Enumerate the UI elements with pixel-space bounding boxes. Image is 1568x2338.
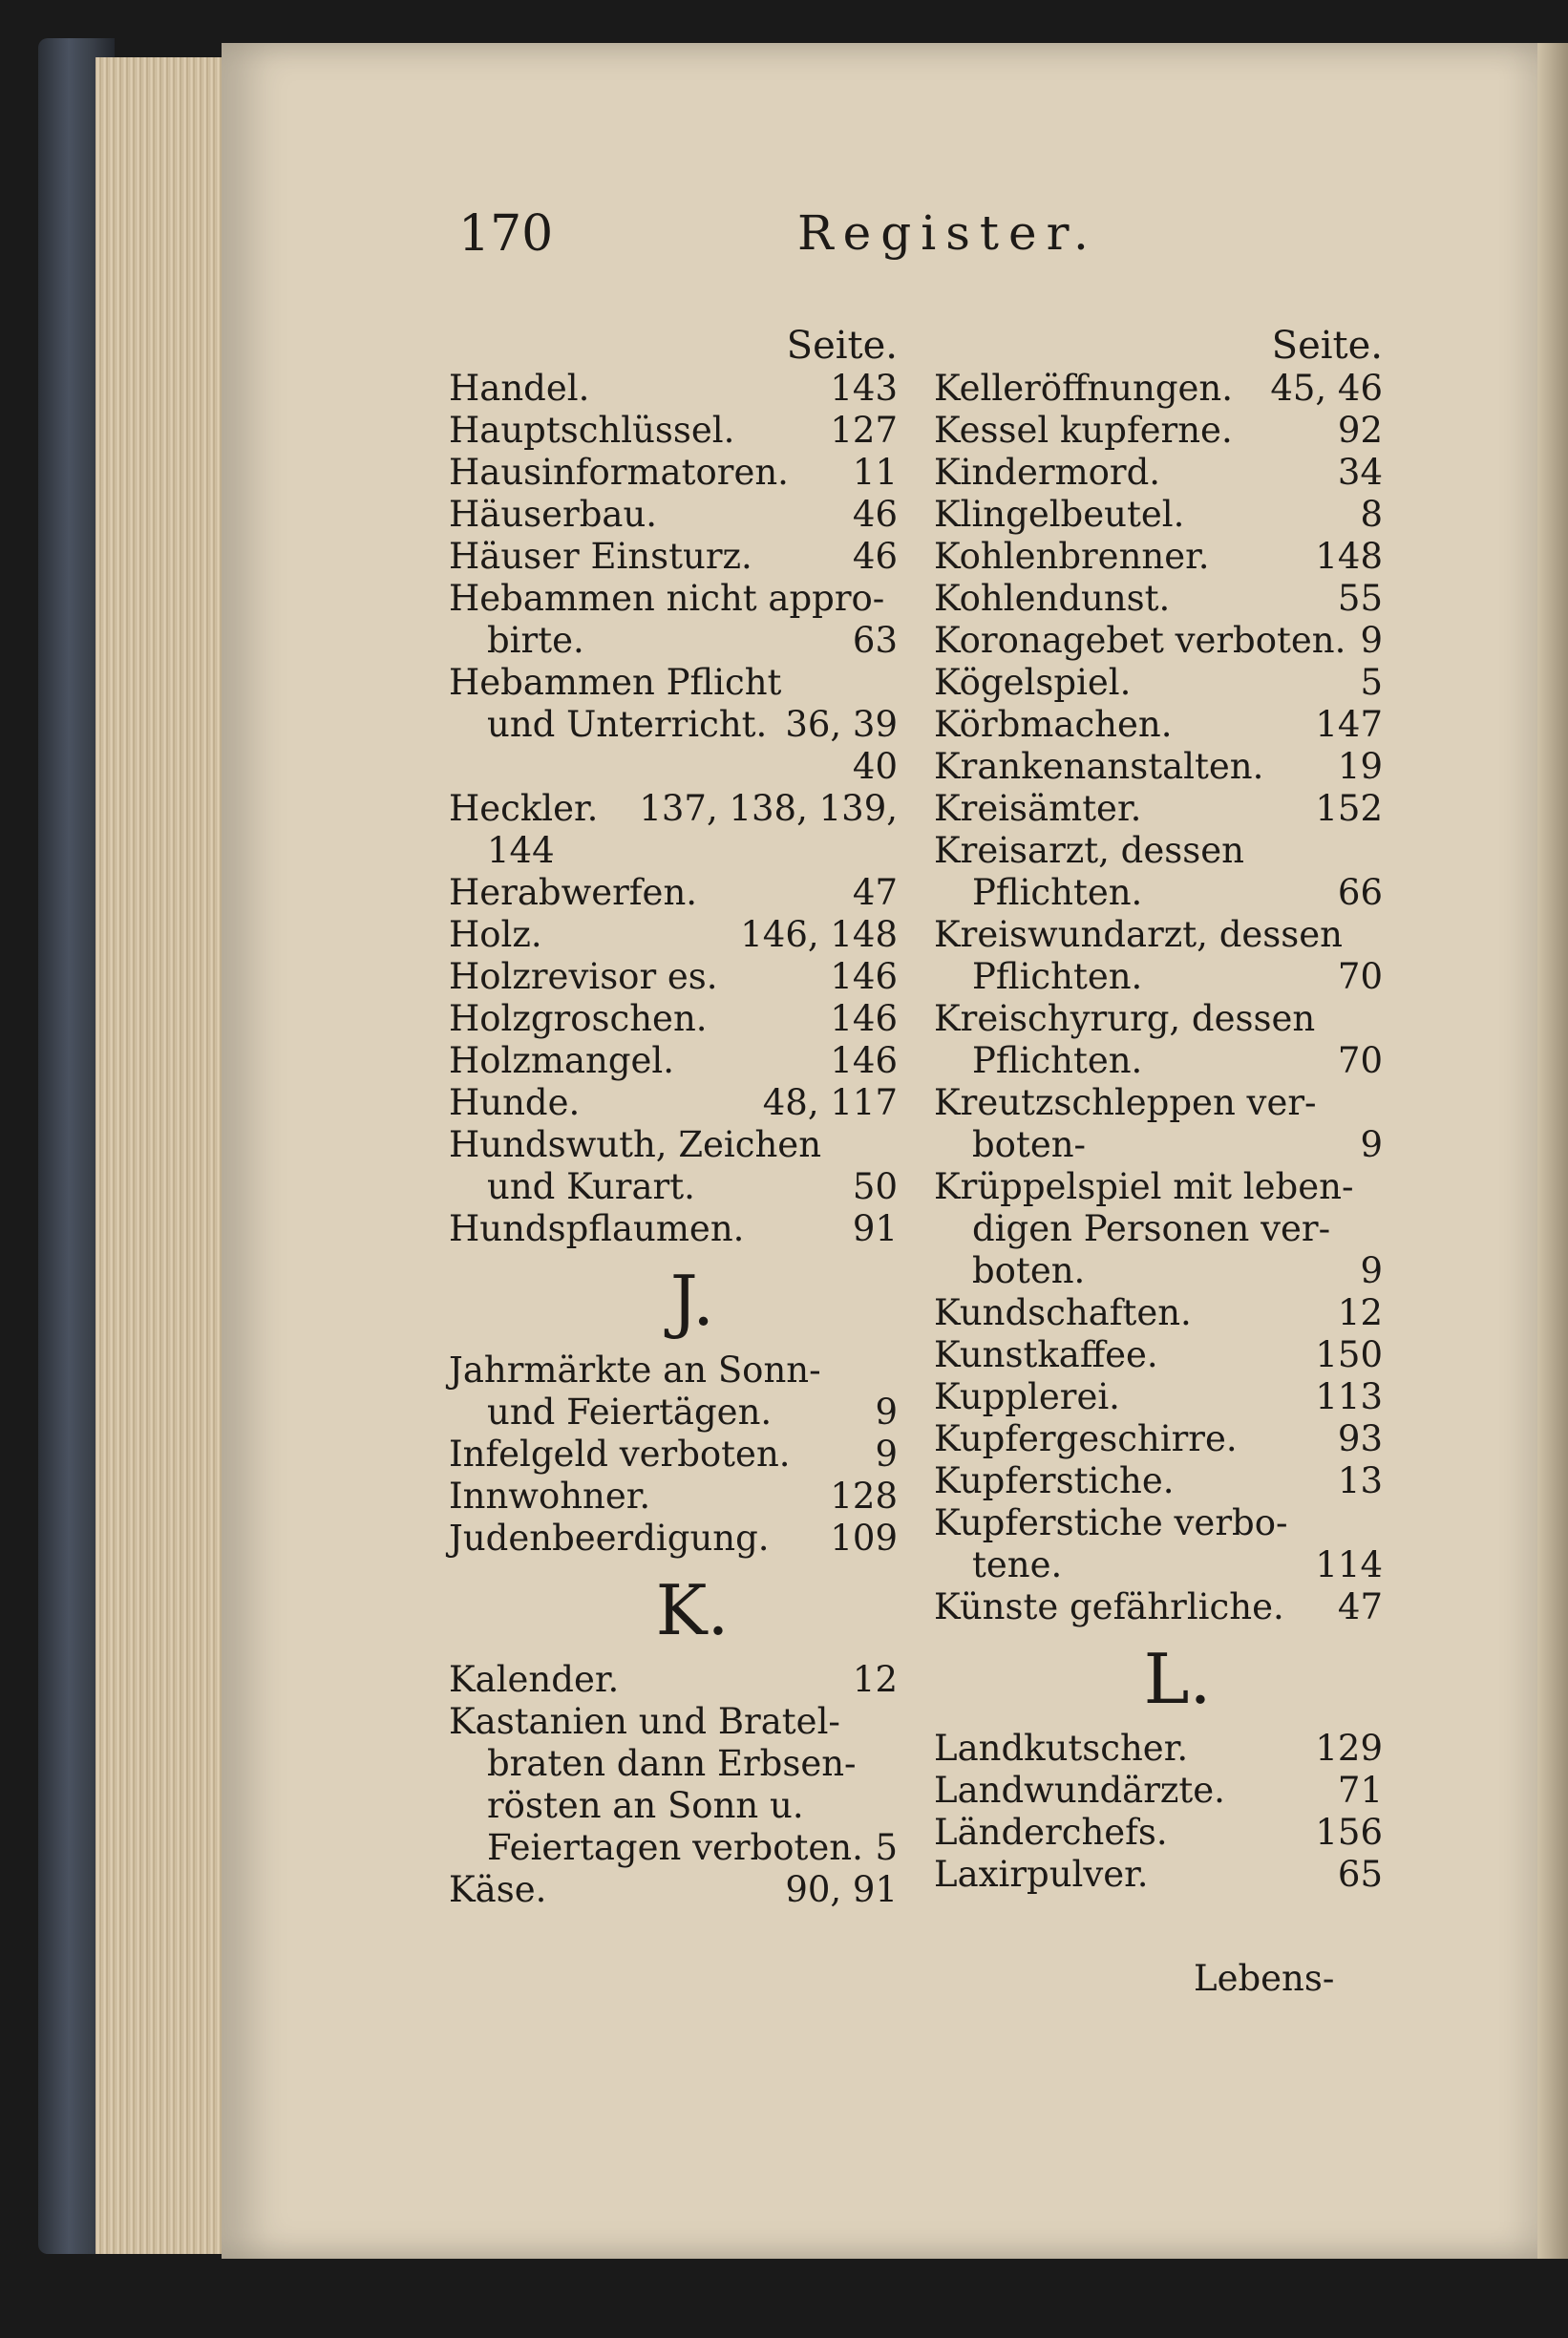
section-letter: L. — [1143, 1639, 1212, 1719]
entry-pages: 5 — [1360, 662, 1383, 703]
index-entry — [449, 578, 898, 620]
index-entry — [449, 704, 898, 746]
entry-pages: 34 — [1337, 452, 1383, 493]
entry-term: Judenbeerdigung. — [449, 1518, 770, 1559]
entry-pages: 146, 148 — [740, 914, 898, 955]
index-entry — [449, 830, 898, 872]
index-entry — [934, 914, 1383, 956]
index-entry — [934, 368, 1383, 410]
index-entry — [934, 536, 1383, 578]
entry-term: Pflichten. — [972, 1040, 1143, 1081]
index-entry — [449, 1434, 898, 1476]
index-entry — [449, 536, 898, 578]
entry-term: Hebammen Pflicht — [449, 662, 782, 703]
entry-pages: 9 — [875, 1392, 898, 1433]
index-entry — [934, 494, 1383, 536]
index-entry — [934, 1208, 1383, 1250]
entry-pages: 12 — [1337, 1292, 1383, 1333]
seite-label: Seite. — [786, 324, 898, 368]
entry-pages: 63 — [852, 620, 898, 661]
index-entry — [934, 1334, 1383, 1376]
index-entry — [934, 662, 1383, 704]
entry-term: Kupferstiche verbo- — [934, 1502, 1288, 1543]
entry-term: digen Personen ver- — [972, 1208, 1331, 1249]
index-entry — [449, 1785, 898, 1827]
entry-pages: 146 — [830, 956, 898, 997]
index-entry — [449, 368, 898, 410]
index-entry — [934, 1728, 1383, 1770]
index-entry — [934, 1418, 1383, 1460]
index-entry — [449, 914, 898, 956]
entry-pages: 50 — [852, 1166, 898, 1207]
index-entry — [449, 1827, 898, 1869]
entry-pages: 36, 39 — [785, 704, 898, 745]
entry-pages: 91 — [852, 1208, 898, 1249]
entry-term: Kupplerei. — [934, 1376, 1120, 1417]
entry-term: 144 — [487, 830, 555, 871]
entry-pages: 46 — [852, 494, 898, 535]
entry-term: Hunde. — [449, 1082, 581, 1123]
index-entry — [934, 1292, 1383, 1334]
entry-pages: 47 — [852, 872, 898, 913]
entry-pages: 66 — [1337, 872, 1383, 913]
entry-term: Käse. — [449, 1869, 547, 1910]
entry-term: Heckler. — [449, 788, 599, 829]
entry-term: boten. — [972, 1250, 1086, 1291]
entry-term: Infelgeld verboten. — [449, 1434, 791, 1475]
entry-term: Landwundärzte. — [934, 1770, 1225, 1811]
entry-term: tene. — [972, 1544, 1063, 1585]
index-entry — [449, 1659, 898, 1701]
entry-term: Hundswuth, Zeichen — [449, 1124, 822, 1165]
entry-pages: 9 — [1360, 1124, 1383, 1165]
entry-term: Holz. — [449, 914, 542, 955]
entry-term: Pflichten. — [972, 872, 1143, 913]
entry-pages: 114 — [1315, 1544, 1383, 1585]
entry-term: Herabwerfen. — [449, 872, 698, 913]
entry-term: Kundschaften. — [934, 1292, 1192, 1333]
index-entry — [449, 998, 898, 1040]
seite-label: Seite. — [1271, 324, 1383, 368]
left-index-column — [449, 325, 898, 1911]
index-entry — [449, 1124, 898, 1166]
entry-term: Kohlendunst. — [934, 578, 1171, 619]
entry-pages: 128 — [830, 1476, 898, 1517]
index-entry — [449, 494, 898, 536]
entry-term: Hauptschlüssel. — [449, 410, 735, 451]
entry-term: Hundspflaumen. — [449, 1208, 745, 1249]
entry-term: Kögelspiel. — [934, 662, 1132, 703]
index-entry — [934, 1250, 1383, 1292]
entry-term: Kindermord. — [934, 452, 1161, 493]
entry-pages: 13 — [1337, 1460, 1383, 1501]
entry-term: Laxirpulver. — [934, 1854, 1149, 1895]
page-title: Register. — [797, 205, 1098, 261]
entry-term: Holzmangel. — [449, 1040, 675, 1081]
index-entry — [449, 1350, 898, 1392]
entry-term: und Feiertägen. — [487, 1392, 773, 1433]
entry-pages: 5 — [875, 1827, 898, 1868]
section-letter: J. — [669, 1261, 715, 1341]
entry-pages: 9 — [1360, 620, 1383, 661]
index-entry — [934, 1376, 1383, 1418]
index-entry — [934, 1166, 1383, 1208]
entry-pages: 146 — [830, 998, 898, 1039]
index-entry — [449, 788, 898, 830]
entry-term: birte. — [487, 620, 584, 661]
index-entry — [934, 1544, 1383, 1586]
entry-pages: 46 — [852, 536, 898, 577]
entry-pages: 45, 46 — [1270, 368, 1383, 409]
entry-term: Kessel kupferne. — [934, 410, 1233, 451]
catchword: Lebens- — [1194, 1958, 1335, 1999]
index-entry — [934, 410, 1383, 452]
entry-pages: 150 — [1315, 1334, 1383, 1375]
index-entry — [934, 956, 1383, 998]
index-entry — [934, 746, 1383, 788]
index-entry — [449, 662, 898, 704]
entry-pages: 127 — [830, 410, 898, 451]
entry-term: Kupfergeschirre. — [934, 1418, 1238, 1459]
index-entry — [449, 1518, 898, 1560]
entry-term: Kreischyrurg, dessen — [934, 998, 1316, 1039]
entry-pages: 65 — [1337, 1854, 1383, 1895]
entry-pages: 156 — [1315, 1812, 1383, 1853]
index-entry — [934, 1124, 1383, 1166]
index-entry — [449, 746, 898, 788]
entry-pages: 109 — [830, 1518, 898, 1559]
entry-term: Holzrevisor es. — [449, 956, 718, 997]
entry-term: Körbmachen. — [934, 704, 1173, 745]
entry-term: Holzgroschen. — [449, 998, 708, 1039]
index-entry — [934, 452, 1383, 494]
page-number: 170 — [458, 205, 554, 263]
index-entry — [449, 1392, 898, 1434]
index-entry — [934, 578, 1383, 620]
index-entry — [934, 1082, 1383, 1124]
index-entry — [934, 1812, 1383, 1854]
entry-term: Kohlenbrenner. — [934, 536, 1210, 577]
index-entry — [449, 1082, 898, 1124]
entry-pages: 40 — [852, 746, 898, 787]
entry-term: Kelleröffnungen. — [934, 368, 1234, 409]
index-entry — [934, 872, 1383, 914]
index-entry — [934, 830, 1383, 872]
entry-term: Landkutscher. — [934, 1728, 1189, 1769]
entry-pages: 147 — [1315, 704, 1383, 745]
entry-term: Klingelbeutel. — [934, 494, 1185, 535]
index-entry — [934, 704, 1383, 746]
index-entry — [449, 1701, 898, 1743]
entry-pages: 113 — [1315, 1376, 1383, 1417]
entry-term: und Unterricht. — [487, 704, 768, 745]
entry-pages: 55 — [1337, 578, 1383, 619]
entry-pages: 11 — [852, 452, 898, 493]
index-entry — [934, 788, 1383, 830]
entry-term: Kastanien und Bratel- — [449, 1701, 840, 1742]
index-entry — [449, 410, 898, 452]
index-entry — [449, 1166, 898, 1208]
right-index-column — [934, 325, 1383, 1896]
entry-term: Kreisarzt, dessen — [934, 830, 1244, 871]
index-entry — [934, 1460, 1383, 1502]
entry-pages: 92 — [1337, 410, 1383, 451]
entry-pages: 70 — [1337, 956, 1383, 997]
index-entry — [934, 1502, 1383, 1544]
right-page-edge — [1537, 43, 1568, 2259]
entry-pages: 9 — [1360, 1250, 1383, 1291]
entry-term: boten- — [972, 1124, 1087, 1165]
index-entry — [449, 872, 898, 914]
entry-term: Kreutzschleppen ver- — [934, 1082, 1317, 1123]
page-edges — [95, 57, 224, 2254]
index-entry — [449, 1869, 898, 1911]
index-entry — [934, 1040, 1383, 1082]
index-entry — [449, 1040, 898, 1082]
entry-pages: 143 — [830, 368, 898, 409]
index-entry — [449, 956, 898, 998]
index-entry — [934, 620, 1383, 662]
index-entry — [449, 1743, 898, 1785]
index-entry — [934, 1586, 1383, 1628]
entry-term: Handel. — [449, 368, 590, 409]
entry-pages: 71 — [1337, 1770, 1383, 1811]
entry-term: Jahrmärkte an Sonn- — [449, 1350, 821, 1391]
entry-term: rösten an Sonn u. — [487, 1785, 804, 1826]
entry-term: und Kurart. — [487, 1166, 695, 1207]
entry-term: Koronagebet verboten. — [934, 620, 1346, 661]
index-entry — [934, 1854, 1383, 1896]
entry-pages: 148 — [1315, 536, 1383, 577]
entry-term: Künste gefährliche. — [934, 1586, 1284, 1627]
entry-pages: 9 — [875, 1434, 898, 1475]
entry-term: Häuserbau. — [449, 494, 658, 535]
index-entry — [449, 620, 898, 662]
entry-term: Hausinformatoren. — [449, 452, 789, 493]
entry-pages: 90, 91 — [785, 1869, 898, 1910]
entry-term: Innwohner. — [449, 1476, 651, 1517]
entry-pages: 19 — [1337, 746, 1383, 787]
entry-pages: 70 — [1337, 1040, 1383, 1081]
entry-term: Kreisämter. — [934, 788, 1142, 829]
entry-pages: 47 — [1337, 1586, 1383, 1627]
index-entry — [449, 1208, 898, 1250]
entry-pages: 129 — [1315, 1728, 1383, 1769]
entry-term: Häuser Einsturz. — [449, 536, 752, 577]
entry-pages: 12 — [852, 1659, 898, 1700]
entry-pages: 152 — [1315, 788, 1383, 829]
entry-term: Kunstkaffee. — [934, 1334, 1158, 1375]
entry-pages: 8 — [1360, 494, 1383, 535]
entry-pages: 146 — [830, 1040, 898, 1081]
index-entry — [449, 1476, 898, 1518]
entry-pages: 137, 138, 139, — [639, 788, 898, 829]
entry-term: Hebammen nicht appro- — [449, 578, 885, 619]
entry-term: Kupferstiche. — [934, 1460, 1175, 1501]
entry-term: Feiertagen verboten. — [487, 1827, 863, 1868]
entry-term: Pflichten. — [972, 956, 1143, 997]
entry-term: Kalender. — [449, 1659, 620, 1700]
index-entry — [934, 998, 1383, 1040]
entry-term: braten dann Erbsen- — [487, 1743, 857, 1784]
entry-pages: 48, 117 — [762, 1082, 898, 1123]
section-letter: K. — [655, 1570, 730, 1650]
index-entry — [934, 1770, 1383, 1812]
entry-term: Krüppelspiel mit leben- — [934, 1166, 1354, 1207]
entry-term: Kreiswundarzt, dessen — [934, 914, 1343, 955]
entry-term: Krankenanstalten. — [934, 746, 1264, 787]
index-entry — [449, 452, 898, 494]
entry-term: Länderchefs. — [934, 1812, 1168, 1853]
entry-pages: 93 — [1337, 1418, 1383, 1459]
